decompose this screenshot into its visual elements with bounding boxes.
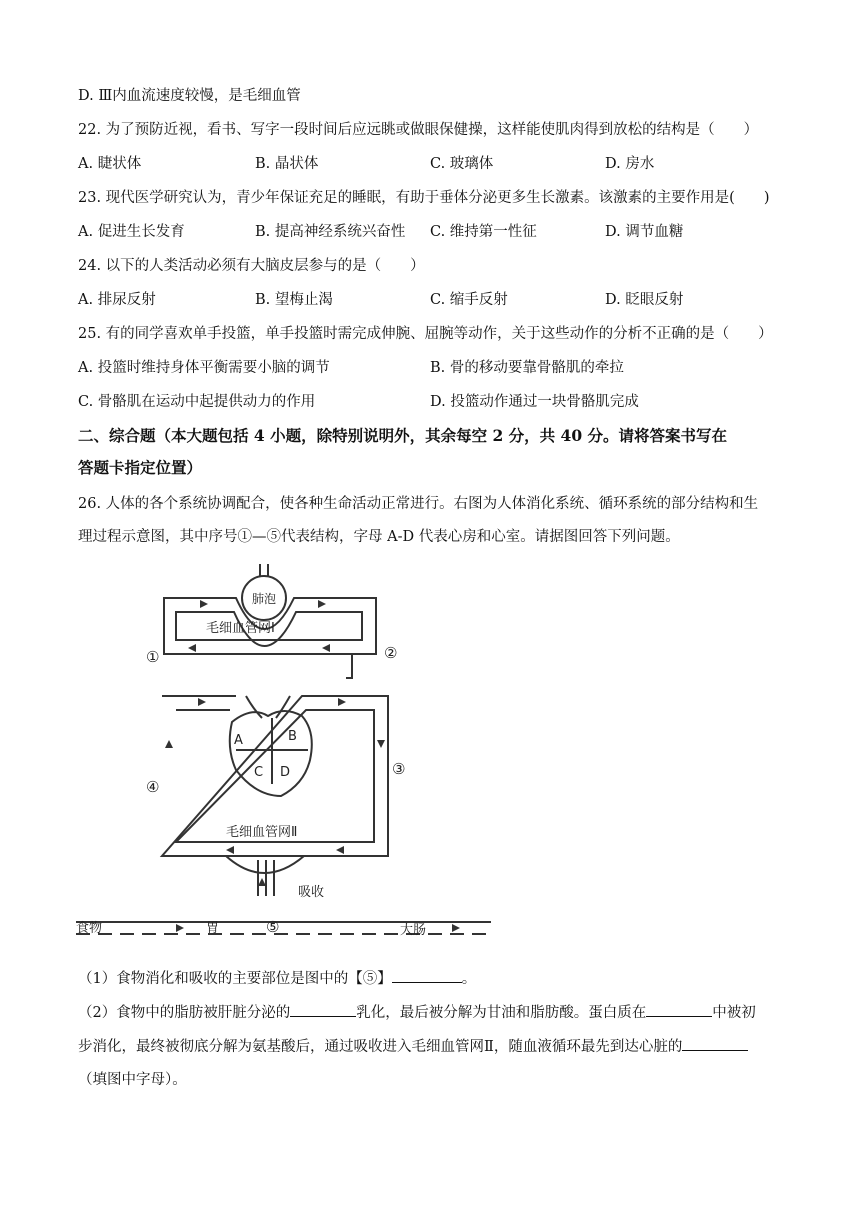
structure-3-label: ③: [392, 760, 406, 778]
q24-option-d: D. 眨眼反射: [605, 292, 684, 308]
q26-sub2-line3: （填图中字母）。: [78, 1072, 187, 1088]
q26-sub2-line2: [78, 1036, 748, 1057]
capillary-network-2-label: 毛细血管网Ⅱ: [226, 825, 298, 840]
structure-4-label: ④: [146, 778, 160, 796]
digestion-circulation-diagram: [76, 560, 496, 940]
q26-intro-1: 26. 人体的各个系统协调配合，使各种生命活动正常进行。右图为人体消化系统、循环系统的部分结构和生: [78, 496, 759, 512]
chamber-a-label: A: [234, 733, 243, 748]
q25-option-c: C. 骨骼肌在运动中起提供动力的作用: [78, 394, 316, 410]
q23-stem: 23. 现代医学研究认为，青少年保证充足的睡眠，有助于垂体分泌更多生长激素。该激素的主要作用是( ): [78, 190, 770, 206]
q26-sub2-text-d: 步消化，最终被彻底分解为氨基酸后，通过吸收进入毛细血管网Ⅱ，随血液循环最先到达心脏的: [78, 1039, 683, 1055]
large-intestine-label: 大肠: [400, 923, 427, 938]
q25-option-d: D. 投篮动作通过一块骨骼肌完成: [430, 394, 639, 410]
section2-heading: 二、综合题（本大题包括 4 小题，除特别说明外，其余每空 2 分，共 40 分。请将答案书写在: [78, 426, 728, 445]
chamber-c-label: C: [254, 765, 264, 780]
q26-sub1: [78, 968, 476, 989]
q24-option-c: C. 缩手反射: [430, 292, 508, 308]
q22-option-d: D. 房水: [605, 156, 655, 172]
q23-option-b: B. 提高神经系统兴奋性: [255, 224, 406, 240]
q23-option-d: D. 调节血糖: [605, 224, 684, 240]
q22-stem: 22. 为了预防近视，看书、写字一段时间后应远眺或做眼保健操，这样能使肌肉得到放松的结构是（ ）: [78, 122, 759, 138]
absorb-label: 吸收: [298, 885, 325, 900]
answer-blank-3[interactable]: [646, 1002, 712, 1017]
chamber-d-label: D: [280, 765, 291, 780]
structure-5-label: ⑤: [266, 918, 280, 936]
answer-blank-2[interactable]: [290, 1002, 356, 1017]
q24-stem: 24. 以下的人类活动必须有大脑皮层参与的是（ ）: [78, 258, 425, 274]
q26-sub2-line1: [78, 1002, 756, 1023]
q26-sub1-text: （1）食物消化和吸收的主要部位是图中的【⑤】: [78, 971, 392, 987]
answer-blank-1[interactable]: [392, 968, 462, 983]
q26-intro-2: 理过程示意图，其中序号①—⑤代表结构，字母 A-D 代表心房和心室。请据图回答下列问题。: [78, 529, 680, 545]
section2-heading-cont: 答题卡指定位置）: [78, 458, 203, 477]
q23-option-c: C. 维持第一性征: [430, 224, 537, 240]
q26-sub2-text-c: 中被初: [712, 1005, 756, 1021]
q26-sub2-text-a: （2）食物中的脂肪被肝脏分泌的: [78, 1005, 291, 1021]
q25-option-a: A. 投篮时维持身体平衡需要小脑的调节: [78, 360, 330, 376]
q22-option-b: B. 晶状体: [255, 156, 319, 172]
capillary-network-1-label: 毛细血管网Ⅰ: [206, 621, 275, 636]
food-label: 食物: [76, 921, 103, 936]
q22-option-a: A. 睫状体: [78, 156, 142, 172]
alveolus-label: 肺泡: [252, 592, 277, 606]
prev-option-d: D. Ⅲ内血流速度较慢，是毛细血管: [78, 88, 301, 104]
q22-option-c: C. 玻璃体: [430, 156, 494, 172]
q24-option-b: B. 望梅止渴: [255, 292, 333, 308]
stomach-label: 胃: [206, 921, 220, 936]
q25-option-b: B. 骨的移动要靠骨骼肌的牵拉: [430, 360, 624, 376]
chamber-b-label: B: [288, 729, 297, 744]
structure-1-label: ①: [146, 648, 160, 666]
answer-blank-4[interactable]: [682, 1036, 748, 1051]
q24-option-a: A. 排尿反射: [78, 292, 156, 308]
q25-stem: 25. 有的同学喜欢单手投篮，单手投篮时需完成伸腕、屈腕等动作，关于这些动作的分析不正确的是（ ）: [78, 326, 773, 342]
q26-sub1-end: 。: [461, 971, 477, 987]
q26-sub2-text-b: 乳化，最后被分解为甘油和脂肪酸。蛋白质在: [356, 1005, 647, 1021]
q23-option-a: A. 促进生长发育: [78, 224, 185, 240]
structure-2-label: ②: [384, 644, 398, 662]
